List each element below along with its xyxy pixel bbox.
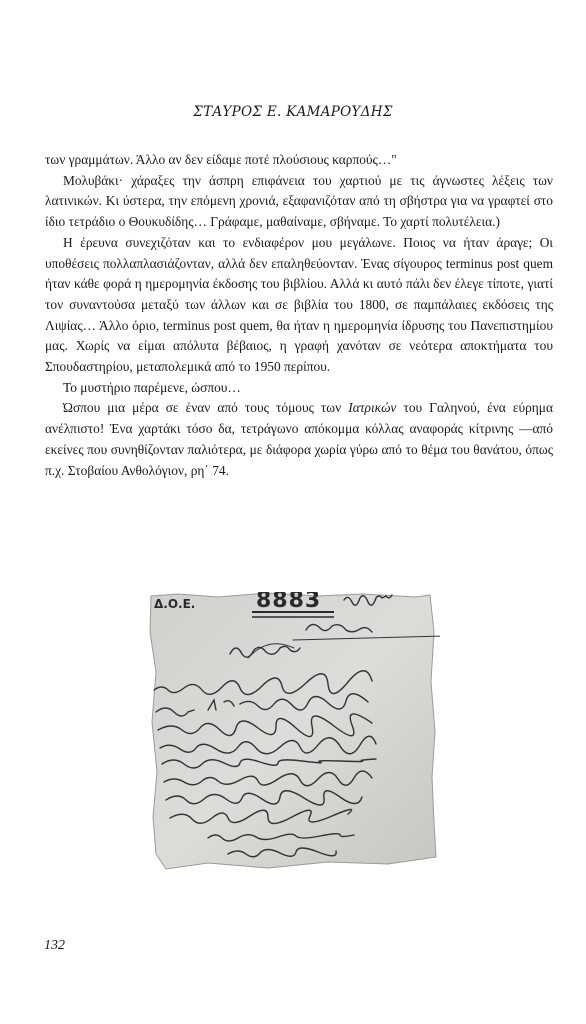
paper-slip — [150, 593, 436, 869]
stamp-letters: Δ.Ο.Ε. — [154, 597, 196, 611]
italic-title: Ιατρικών — [348, 400, 397, 416]
library-number: 8883 — [256, 592, 322, 613]
manuscript-figure — [148, 592, 440, 872]
paragraph-2: Μολυβάκι· χάραξες την άσπρη επιφάνεια του χαρτιού με τις άγνωστες λέξεις των λατινικών. Κι ύστερα, την επόμενη χρονιά, εξαφανιζόταν από τη σβήστρα για να γραφτεί στο ίδιο τετράδιο ο Θουκυδίδης… Γράφαμε, μαθαίναμε, σβήναμε. Το χαρτί πολυτέλεια.) — [45, 172, 553, 230]
paragraph-5 — [45, 398, 553, 481]
running-head: ΣΤΑΥΡΟΣ Ε. ΚΑΜΑΡΟΥΔΗΣ — [193, 104, 393, 120]
paragraph-5-start: Ώσπου μια μέρα σε έναν από τους τόμους των — [63, 400, 349, 416]
paragraph-4: Το μυστήριο παρέμενε, ώσπου… — [63, 379, 241, 395]
page-number: 132 — [44, 938, 65, 953]
paragraph-3: Η έρευνα συνεχιζόταν και το ενδιαφέρον μου μεγάλωνε. Ποιος να ήταν άραγε; Οι υποθέσεις πολλαπλασιάζονταν, αλλά δεν επαληθεύονταν. Ένας σίγουρος terminus post quem ήταν κάθε φορά η ημερομηνία έκδοσης του βιβλίου. Αλλά κι αυτό πάλι δεν έλεγε τίποτε, γιατί τον συναντούσα μεταξύ των άλλων και σε βιβλία του 1800, σε παμπάλαιες εκδόσεις της Λιψίας… Άλλο όριο, terminus post quem, θα ήταν η ημερομηνία ίδρυσης του Πανεπιστημίου μας. Χωρίς να είμαι απόλυτα βέβαιος, η γραφή χανόταν σε νεότερα αποκτήματα του Σπουδαστηρίου, μεταπολεμικά από το 1950 περίπου. — [45, 234, 553, 375]
paragraph-1: των γραμμάτων. Άλλο αν δεν είδαμε ποτέ πλούσιους καρπούς…" — [45, 152, 397, 167]
body-text — [45, 150, 553, 481]
manuscript-slip-image — [148, 592, 440, 872]
paragraph-5-end: του Γαληνού, ένα εύρημα ανέλπιστο! Ένα χαρτάκι τόσο δα, τετράγωνο απόκομμα κόλλας αναφοράς κίτρινης —από εκείνες που συνηθίζονταν παλιότερα, με διάφορα χωρία γύρω από το θέμα του θανάτου, όπως π.χ. Στοβαίου Ανθολόγιον, ρη΄ 74. — [45, 400, 553, 478]
